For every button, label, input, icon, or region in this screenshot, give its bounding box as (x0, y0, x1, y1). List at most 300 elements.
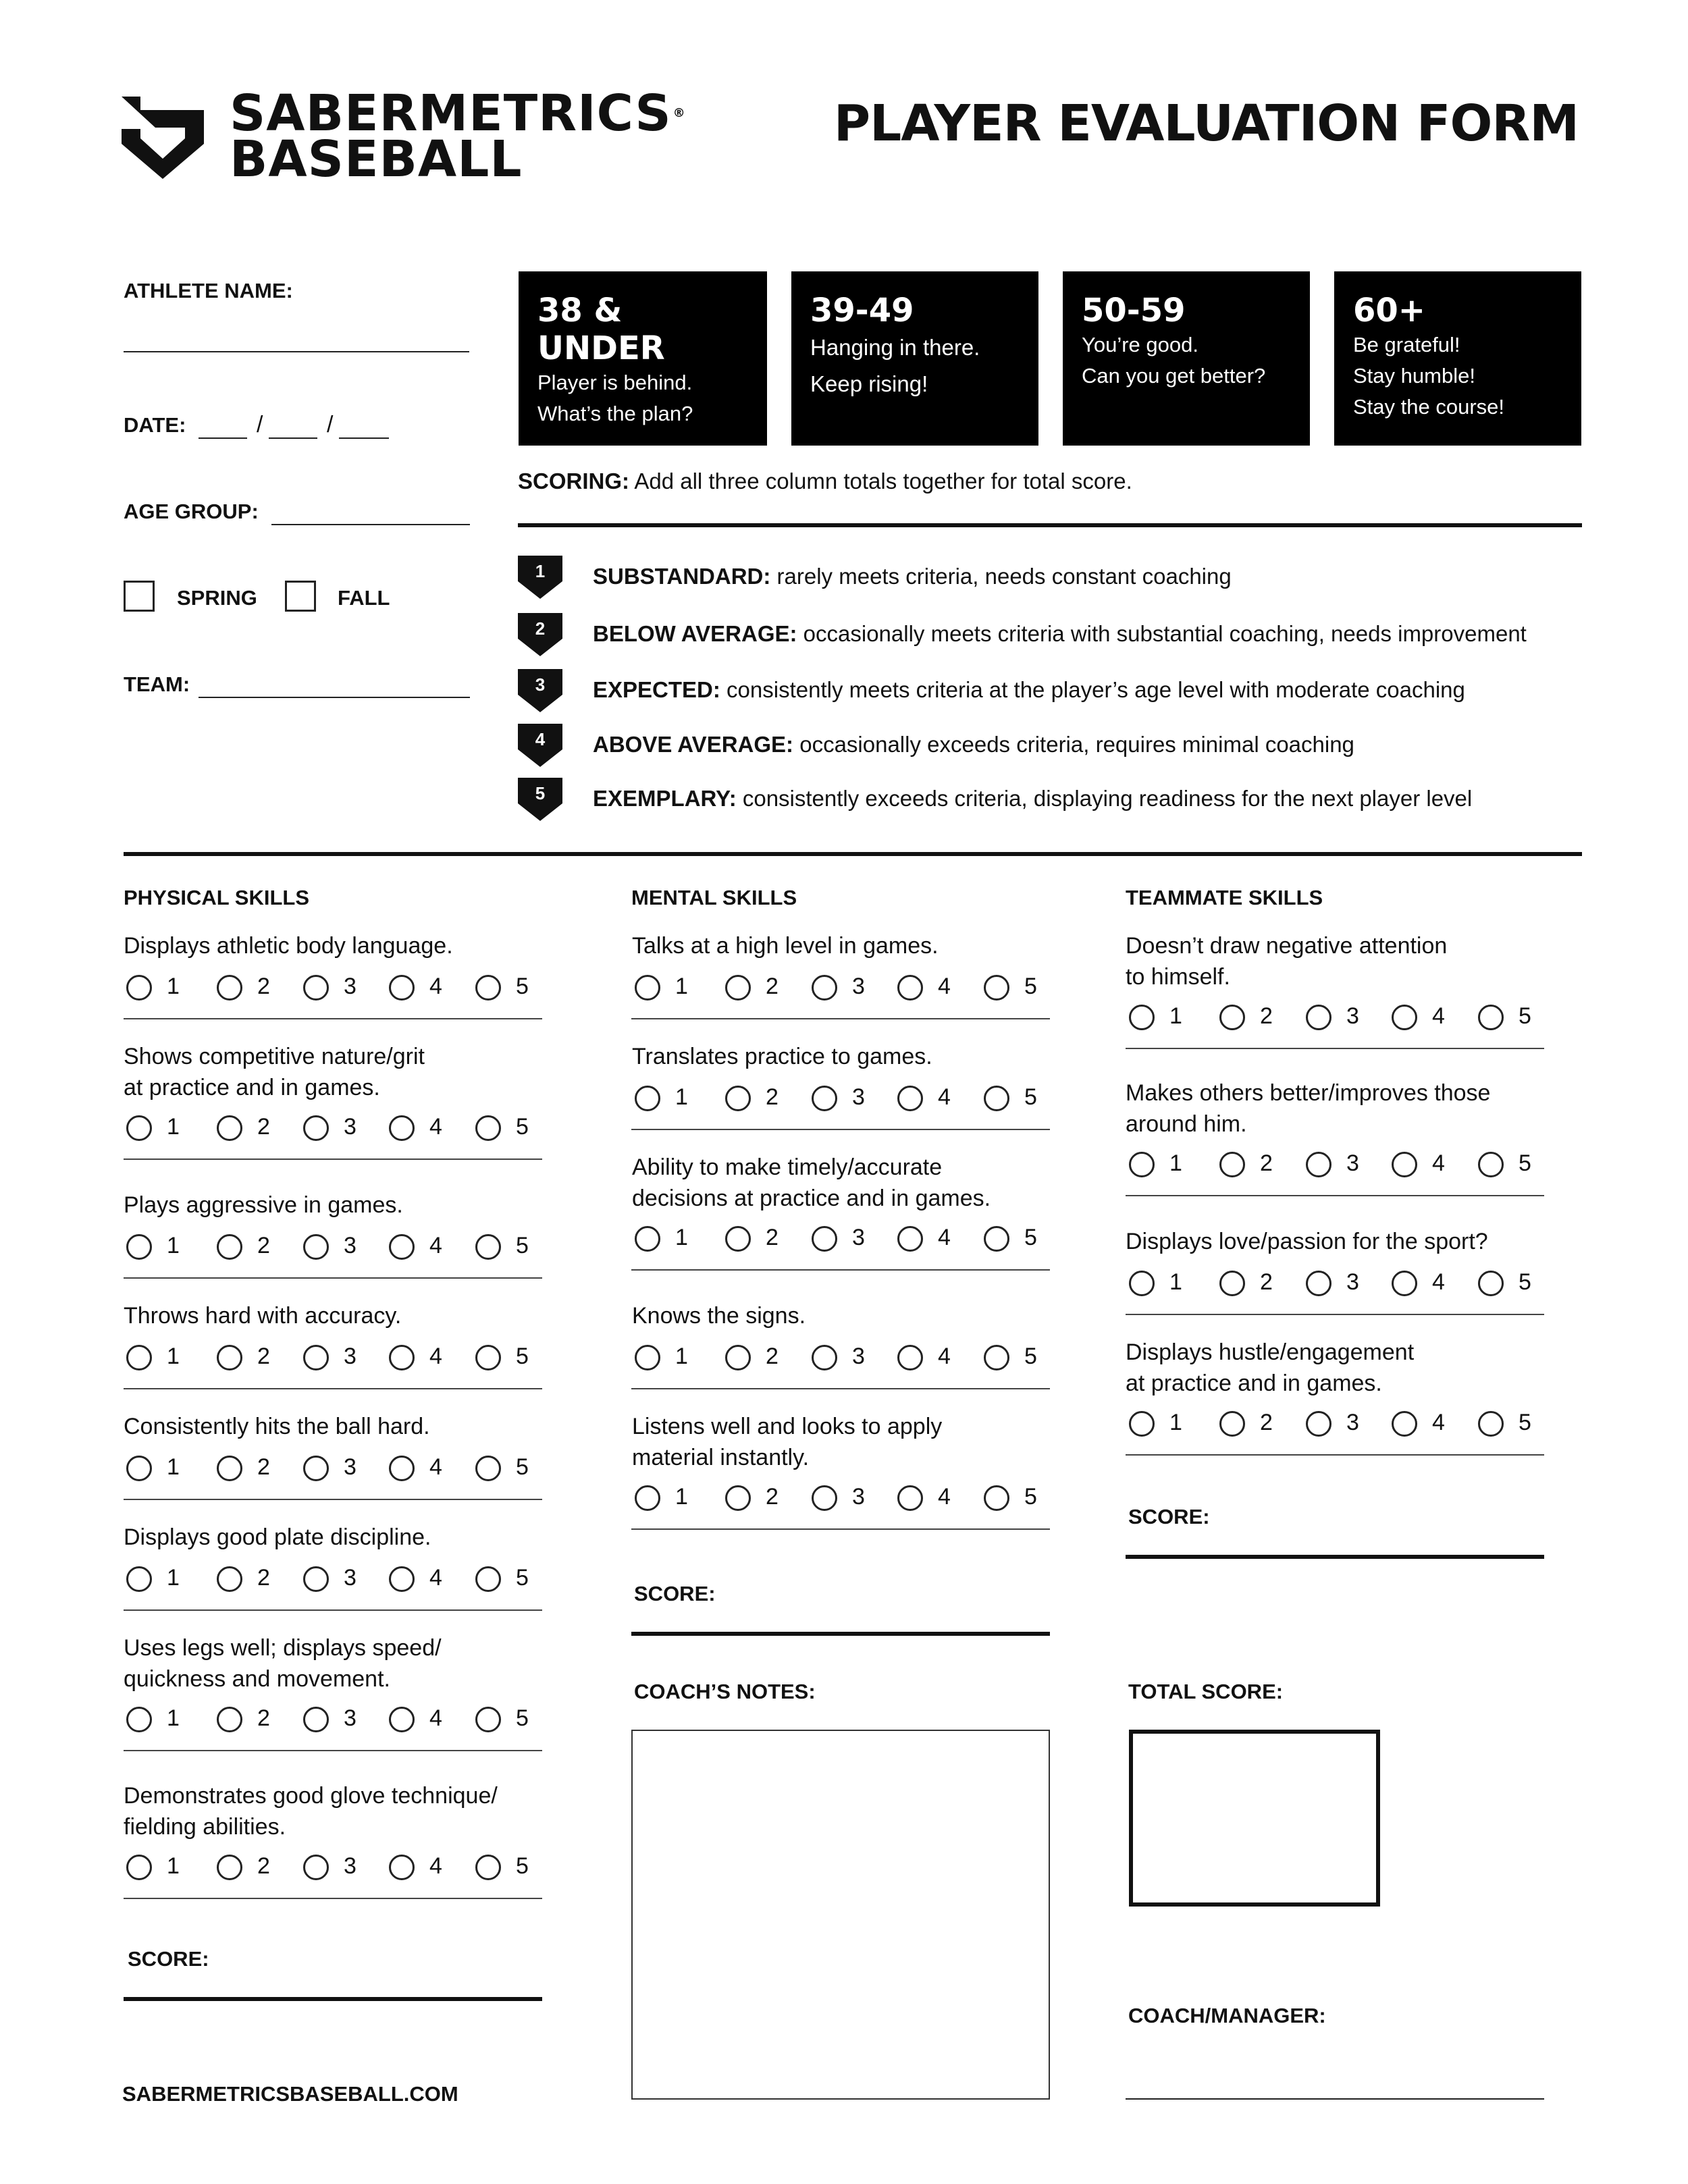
physical-skill-text: Displays good plate discipline. (124, 1524, 431, 1550)
scoring-label: SCORING: (518, 469, 629, 494)
rating-radio-1[interactable] (126, 1855, 152, 1880)
brand-line-1: SABERMETRICS (230, 84, 672, 142)
rating-number: 2 (1260, 1150, 1273, 1176)
rating-number: 5 (1519, 1150, 1531, 1176)
rating-radio-3[interactable] (812, 1345, 837, 1370)
rating-number: 5 (1024, 1084, 1037, 1110)
item-separator (124, 1750, 542, 1751)
score-band-38-under (519, 271, 767, 446)
rating-radio-3[interactable] (1306, 1411, 1331, 1437)
coach-manager-signature-line[interactable] (1126, 2098, 1544, 2100)
coach-notes-box[interactable] (631, 1730, 1050, 2100)
rating-radio-2[interactable] (1219, 1271, 1245, 1296)
rating-radio-1[interactable] (126, 1345, 152, 1370)
band-range: 39-49 (810, 292, 914, 329)
rating-radio-5[interactable] (475, 1115, 501, 1141)
rating-radio-5[interactable] (984, 1086, 1009, 1111)
physical-skill-text: Consistently hits the ball hard. (124, 1414, 430, 1439)
rating-number: 4 (938, 1225, 951, 1250)
rating-radio-2[interactable] (725, 1345, 751, 1370)
band-text: What’s the plan? (537, 402, 693, 425)
rating-radio-1[interactable] (1129, 1005, 1155, 1030)
section-divider (124, 852, 1582, 856)
rating-number: 1 (167, 1565, 180, 1591)
rating-badge-number: 1 (535, 561, 546, 581)
rating-radio-4[interactable] (389, 1456, 415, 1481)
mental-score-line[interactable] (631, 1632, 1050, 1636)
date-day-field[interactable] (269, 437, 317, 439)
rating-number: 1 (1169, 1003, 1182, 1029)
rating-radio-3[interactable] (1306, 1152, 1331, 1177)
age-group-label: AGE GROUP: (124, 500, 259, 523)
rating-badge-icon (518, 724, 562, 767)
rating-radio-1[interactable] (126, 1115, 152, 1141)
rating-number: 2 (257, 1233, 270, 1258)
rating-number: 5 (1024, 974, 1037, 999)
band-text: Player is behind. (537, 371, 693, 394)
rating-radio-2[interactable] (1219, 1152, 1245, 1177)
rating-number: 3 (344, 1343, 357, 1369)
rating-radio-4[interactable] (389, 1234, 415, 1260)
rating-radio-4[interactable] (897, 1086, 923, 1111)
rating-radio-4[interactable] (389, 1115, 415, 1141)
form-title: PLAYER EVALUATION FORM (833, 95, 1579, 153)
teammate-rating-row (1129, 1005, 1548, 1032)
rating-radio-1[interactable] (126, 1456, 152, 1481)
rating-radio-4[interactable] (389, 1707, 415, 1732)
rating-radio-3[interactable] (303, 1566, 329, 1592)
rating-radio-3[interactable] (812, 975, 837, 1001)
mental-skill-text: Listens well and looks to apply material instantly. (632, 1414, 943, 1470)
date-month-field[interactable] (199, 437, 247, 439)
rating-number: 5 (1024, 1484, 1037, 1510)
rating-number: 5 (516, 974, 529, 999)
item-separator (124, 1018, 542, 1019)
date-slash: / (327, 412, 334, 437)
sabermetrics-logo-icon (122, 97, 204, 179)
rating-radio-3[interactable] (303, 1345, 329, 1370)
rating-number: 4 (429, 1853, 442, 1879)
athlete-name-label: ATHLETE NAME: (124, 279, 293, 302)
legend-description: occasionally meets criteria with substantial coaching, needs improvement (797, 621, 1527, 646)
rating-radio-1[interactable] (126, 1566, 152, 1592)
rating-number: 5 (1024, 1343, 1037, 1369)
band-text: Keep rising! (810, 371, 928, 396)
legend-description: occasionally exceeds criteria, requires minimal coaching (793, 732, 1354, 757)
rating-number: 4 (429, 974, 442, 999)
legend-item (593, 732, 1354, 757)
teammate-skill-text: Doesn’t draw negative attention to himself. (1126, 933, 1448, 990)
rating-number: 3 (344, 1114, 357, 1140)
rating-number: 3 (1346, 1003, 1359, 1029)
rating-number: 1 (167, 1233, 180, 1258)
rating-number: 1 (1169, 1410, 1182, 1435)
physical-rating-row (126, 1456, 545, 1483)
band-text: Can you get better? (1082, 364, 1266, 388)
physical-skill-text: Plays aggressive in games. (124, 1192, 403, 1218)
total-score-box[interactable] (1129, 1730, 1380, 1907)
rating-radio-4[interactable] (1392, 1152, 1417, 1177)
rating-number: 4 (429, 1343, 442, 1369)
rating-radio-3[interactable] (303, 1855, 329, 1880)
item-separator (124, 1609, 542, 1611)
legend-description: consistently meets criteria at the player’s age level with moderate coaching (720, 677, 1465, 702)
rating-radio-3[interactable] (1306, 1005, 1331, 1030)
rating-radio-1[interactable] (635, 975, 660, 1001)
rating-number: 5 (1024, 1225, 1037, 1250)
rating-radio-4[interactable] (897, 975, 923, 1001)
rating-radio-2[interactable] (217, 1234, 242, 1260)
rating-number: 4 (938, 1343, 951, 1369)
item-separator (1126, 1314, 1544, 1315)
band-text: Be grateful! (1353, 333, 1460, 356)
rating-radio-5[interactable] (475, 975, 501, 1001)
rating-badge-number: 4 (535, 729, 546, 749)
rating-radio-1[interactable] (126, 1707, 152, 1732)
rating-badge-icon (518, 778, 562, 821)
rating-number: 3 (852, 1343, 865, 1369)
band-text: You’re good. (1082, 333, 1198, 356)
mental-skills-heading: MENTAL SKILLS (631, 886, 797, 909)
rating-number: 2 (257, 1114, 270, 1140)
rating-radio-4[interactable] (897, 1485, 923, 1511)
rating-number: 3 (344, 974, 357, 999)
rating-radio-4[interactable] (389, 975, 415, 1001)
footer-url[interactable]: SABERMETRICSBASEBALL.COM (122, 2082, 458, 2106)
rating-radio-5[interactable] (475, 1234, 501, 1260)
rating-radio-5[interactable] (984, 1485, 1009, 1511)
physical-rating-row (126, 975, 545, 1002)
teammate-skills-heading: TEAMMATE SKILLS (1126, 886, 1323, 909)
item-separator (124, 1898, 542, 1899)
rating-number: 1 (1169, 1150, 1182, 1176)
rating-number: 4 (429, 1454, 442, 1480)
rating-number: 5 (516, 1853, 529, 1879)
rating-radio-2[interactable] (1219, 1005, 1245, 1030)
rating-radio-2[interactable] (217, 1566, 242, 1592)
band-text: Stay the course! (1353, 395, 1505, 419)
rating-radio-3[interactable] (303, 1456, 329, 1481)
physical-rating-row (126, 1234, 545, 1261)
rating-number: 4 (429, 1705, 442, 1731)
rating-number: 2 (766, 1484, 779, 1510)
item-separator (631, 1388, 1050, 1389)
physical-rating-row (126, 1115, 545, 1142)
rating-badge-icon (518, 556, 562, 599)
rating-radio-2[interactable] (1219, 1411, 1245, 1437)
rating-number: 3 (344, 1853, 357, 1879)
rating-number: 5 (1519, 1269, 1531, 1295)
rating-number: 3 (1346, 1269, 1359, 1295)
rating-number: 2 (766, 974, 779, 999)
legend-label: ABOVE AVERAGE: (593, 732, 794, 757)
rating-number: 2 (257, 1705, 270, 1731)
rating-radio-3[interactable] (303, 975, 329, 1001)
rating-radio-4[interactable] (1392, 1271, 1417, 1296)
spring-label: SPRING (177, 586, 257, 610)
registered-mark: ® (672, 106, 686, 120)
item-separator (1126, 1048, 1544, 1049)
rating-radio-3[interactable] (1306, 1271, 1331, 1296)
rating-number: 1 (167, 974, 180, 999)
mental-rating-row (635, 1485, 1053, 1512)
rating-radio-5[interactable] (1478, 1271, 1504, 1296)
team-label: TEAM: (124, 672, 190, 696)
total-score-label: TOTAL SCORE: (1128, 1680, 1284, 1703)
rating-radio-4[interactable] (1392, 1005, 1417, 1030)
rating-radio-3[interactable] (303, 1234, 329, 1260)
rating-number: 2 (257, 974, 270, 999)
fall-label: FALL (338, 586, 390, 610)
rating-radio-5[interactable] (1478, 1411, 1504, 1437)
physical-skill-text: Shows competitive nature/grit at practice and in games. (124, 1044, 425, 1100)
rating-number: 1 (167, 1853, 180, 1879)
rating-number: 3 (852, 974, 865, 999)
rating-badge-number: 2 (535, 618, 546, 639)
physical-skill-text: Demonstrates good glove technique/ fielding abilities. (124, 1783, 498, 1840)
rating-number: 4 (1432, 1410, 1445, 1435)
band-text: Stay humble! (1353, 364, 1475, 388)
rating-radio-1[interactable] (635, 1086, 660, 1111)
rating-number: 3 (1346, 1150, 1359, 1176)
rating-number: 1 (167, 1705, 180, 1731)
physical-skill-text: Uses legs well; displays speed/ quickness and movement. (124, 1635, 442, 1692)
mental-skill-text: Ability to make timely/accurate decisions at practice and in games. (632, 1154, 991, 1211)
rating-radio-3[interactable] (303, 1115, 329, 1141)
rating-number: 5 (1519, 1003, 1531, 1029)
rating-number: 4 (429, 1233, 442, 1258)
band-text: Hanging in there. (810, 335, 980, 360)
legend-item (593, 621, 1527, 647)
teammate-rating-row (1129, 1411, 1548, 1438)
rating-badge-icon (518, 613, 562, 656)
rating-radio-2[interactable] (725, 975, 751, 1001)
legend-label: EXPECTED: (593, 677, 720, 702)
rating-radio-3[interactable] (812, 1485, 837, 1511)
rating-radio-1[interactable] (635, 1345, 660, 1370)
rating-radio-1[interactable] (1129, 1152, 1155, 1177)
header-divider (518, 523, 1582, 527)
teammate-skill-text: Displays hustle/engagement at practice and in games. (1126, 1339, 1415, 1396)
mental-skill-text: Talks at a high level in games. (632, 933, 939, 959)
rating-number: 2 (257, 1565, 270, 1591)
band-range: 38 & UNDER (537, 292, 665, 367)
rating-radio-2[interactable] (217, 1855, 242, 1880)
physical-skill-text: Throws hard with accuracy. (124, 1303, 402, 1329)
rating-number: 4 (1432, 1269, 1445, 1295)
mental-skill-text: Knows the signs. (632, 1303, 806, 1329)
rating-number: 5 (516, 1454, 529, 1480)
team-field[interactable] (199, 697, 470, 698)
rating-number: 1 (1169, 1269, 1182, 1295)
age-group-field[interactable] (271, 524, 470, 525)
rating-number: 3 (344, 1565, 357, 1591)
rating-number: 4 (429, 1114, 442, 1140)
scoring-text: Add all three column totals together for total score. (629, 469, 1132, 494)
rating-number: 2 (766, 1343, 779, 1369)
rating-number: 3 (852, 1484, 865, 1510)
physical-rating-row (126, 1855, 545, 1882)
rating-radio-4[interactable] (389, 1855, 415, 1880)
rating-number: 3 (852, 1225, 865, 1250)
rating-number: 5 (516, 1565, 529, 1591)
rating-radio-2[interactable] (725, 1485, 751, 1511)
rating-number: 5 (1519, 1410, 1531, 1435)
score-band-60-plus (1334, 271, 1581, 446)
rating-radio-5[interactable] (984, 1345, 1009, 1370)
rating-radio-4[interactable] (389, 1345, 415, 1370)
rating-radio-4[interactable] (897, 1226, 923, 1252)
rating-number: 1 (675, 1225, 688, 1250)
rating-radio-4[interactable] (897, 1345, 923, 1370)
rating-number: 4 (1432, 1150, 1445, 1176)
rating-radio-5[interactable] (475, 1345, 501, 1370)
rating-number: 1 (675, 1343, 688, 1369)
physical-skills-heading: PHYSICAL SKILLS (124, 886, 310, 909)
item-separator (631, 1269, 1050, 1271)
rating-number: 2 (766, 1225, 779, 1250)
spring-checkbox[interactable] (124, 581, 155, 612)
rating-radio-5[interactable] (475, 1707, 501, 1732)
item-separator (124, 1388, 542, 1389)
score-band-50-59 (1063, 271, 1310, 446)
legend-label: EXEMPLARY: (593, 786, 737, 811)
legend-item (593, 786, 1472, 811)
item-separator (631, 1018, 1050, 1019)
rating-radio-1[interactable] (1129, 1411, 1155, 1437)
rating-number: 5 (516, 1114, 529, 1140)
rating-radio-2[interactable] (217, 1456, 242, 1481)
rating-radio-5[interactable] (1478, 1005, 1504, 1030)
item-separator (1126, 1454, 1544, 1456)
rating-radio-5[interactable] (475, 1566, 501, 1592)
teammate-skill-text: Makes others better/improves those around him. (1126, 1080, 1491, 1137)
rating-number: 4 (429, 1565, 442, 1591)
item-separator (631, 1528, 1050, 1530)
rating-radio-4[interactable] (389, 1566, 415, 1592)
scoring-instructions (518, 469, 1132, 494)
legend-description: rarely meets criteria, needs constant coaching (770, 564, 1232, 589)
rating-number: 5 (516, 1343, 529, 1369)
rating-number: 5 (516, 1233, 529, 1258)
physical-rating-row (126, 1566, 545, 1593)
rating-number: 3 (852, 1084, 865, 1110)
teammate-skill-text: Displays love/passion for the sport? (1126, 1229, 1488, 1254)
rating-number: 2 (766, 1084, 779, 1110)
physical-score-line[interactable] (124, 1997, 542, 2001)
fall-checkbox[interactable] (285, 581, 316, 612)
rating-radio-5[interactable] (984, 1226, 1009, 1252)
rating-badge-number: 5 (535, 783, 546, 803)
athlete-name-field[interactable] (124, 351, 469, 352)
rating-radio-5[interactable] (984, 975, 1009, 1001)
item-separator (124, 1277, 542, 1279)
date-year-field[interactable] (339, 437, 389, 439)
score-band-39-49 (791, 271, 1038, 446)
physical-rating-row (126, 1707, 545, 1734)
legend-item (593, 564, 1232, 589)
teammate-rating-row (1129, 1152, 1548, 1179)
rating-number: 4 (938, 1084, 951, 1110)
item-separator (124, 1158, 542, 1160)
rating-radio-2[interactable] (725, 1086, 751, 1111)
rating-radio-1[interactable] (635, 1226, 660, 1252)
rating-radio-3[interactable] (303, 1707, 329, 1732)
rating-number: 2 (257, 1454, 270, 1480)
mental-rating-row (635, 1345, 1053, 1372)
physical-skill-text: Displays athletic body language. (124, 933, 453, 959)
rating-number: 4 (1432, 1003, 1445, 1029)
rating-number: 1 (675, 974, 688, 999)
mental-rating-row (635, 1086, 1053, 1113)
rating-radio-4[interactable] (1392, 1411, 1417, 1437)
mental-rating-row (635, 975, 1053, 1002)
rating-number: 2 (257, 1853, 270, 1879)
mental-skill-text: Translates practice to games. (632, 1044, 932, 1069)
rating-radio-5[interactable] (475, 1456, 501, 1481)
date-slash: / (257, 412, 263, 437)
legend-item (593, 677, 1465, 703)
rating-badge-icon (518, 669, 562, 712)
rating-number: 2 (1260, 1003, 1273, 1029)
item-separator (631, 1129, 1050, 1130)
coach-manager-label: COACH/MANAGER: (1128, 2004, 1326, 2027)
brand-name (230, 84, 686, 188)
coach-notes-label: COACH’S NOTES: (634, 1680, 816, 1703)
legend-label: SUBSTANDARD: (593, 564, 771, 589)
rating-number: 3 (344, 1233, 357, 1258)
rating-radio-1[interactable] (635, 1485, 660, 1511)
rating-radio-2[interactable] (725, 1226, 751, 1252)
rating-number: 4 (938, 1484, 951, 1510)
rating-number: 2 (1260, 1410, 1273, 1435)
rating-badge-number: 3 (535, 674, 546, 695)
rating-number: 5 (516, 1705, 529, 1731)
rating-number: 3 (344, 1705, 357, 1731)
rating-radio-5[interactable] (1478, 1152, 1504, 1177)
rating-radio-1[interactable] (1129, 1271, 1155, 1296)
rating-radio-2[interactable] (217, 1115, 242, 1141)
band-range: 60+ (1353, 292, 1426, 329)
teammate-score-label: SCORE: (1128, 1505, 1210, 1528)
legend-label: BELOW AVERAGE: (593, 621, 797, 646)
rating-radio-1[interactable] (126, 975, 152, 1001)
item-separator (124, 1499, 542, 1500)
rating-number: 1 (675, 1484, 688, 1510)
date-label: DATE: (124, 413, 186, 437)
rating-radio-3[interactable] (812, 1086, 837, 1111)
brand-line-2: BASEBALL (230, 130, 523, 188)
rating-number: 2 (257, 1343, 270, 1369)
rating-radio-2[interactable] (217, 1707, 242, 1732)
rating-radio-2[interactable] (217, 1345, 242, 1370)
mental-rating-row (635, 1226, 1053, 1253)
rating-radio-5[interactable] (475, 1855, 501, 1880)
rating-number: 3 (1346, 1410, 1359, 1435)
teammate-score-line[interactable] (1126, 1555, 1544, 1559)
rating-number: 3 (344, 1454, 357, 1480)
rating-number: 1 (167, 1343, 180, 1369)
rating-number: 1 (167, 1114, 180, 1140)
rating-radio-3[interactable] (812, 1226, 837, 1252)
band-range: 50-59 (1082, 292, 1186, 329)
rating-radio-1[interactable] (126, 1234, 152, 1260)
mental-score-label: SCORE: (634, 1582, 716, 1605)
rating-radio-2[interactable] (217, 975, 242, 1001)
rating-number: 1 (167, 1454, 180, 1480)
physical-score-label: SCORE: (128, 1947, 209, 1971)
teammate-rating-row (1129, 1271, 1548, 1298)
